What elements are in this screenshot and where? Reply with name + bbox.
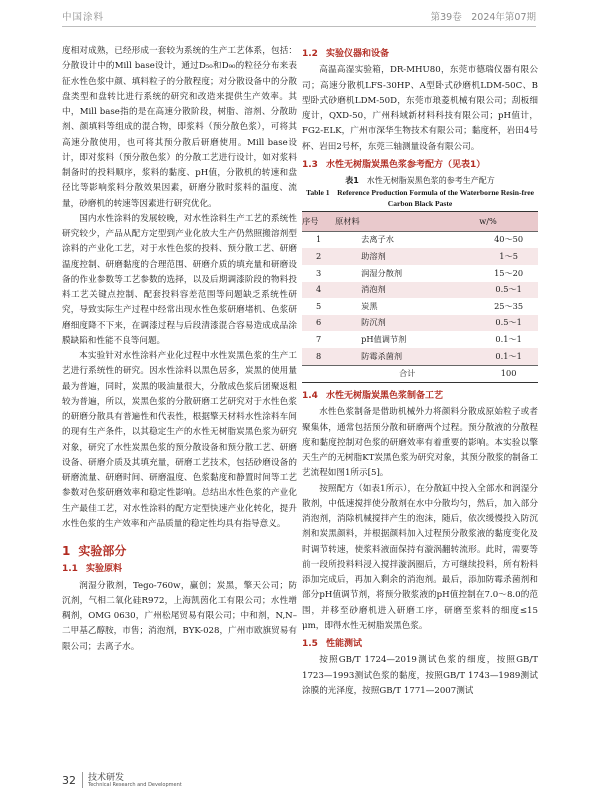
table-total-row: 合计 100 [302, 365, 538, 383]
table-header: 原材料 [335, 211, 479, 231]
footer-divider [82, 772, 83, 788]
table-header: 序号 [302, 211, 335, 231]
subsection-heading: 1.4 水性无树脂炭黑色浆制备工艺 [302, 391, 443, 402]
table-row: 6 防沉剂 0.5～1 [302, 315, 538, 332]
header-rule [62, 26, 536, 27]
paragraph: 按照配方（如表1所示），在分散缸中投入全部水和润湿分散剂，中低速搅拌使分散剂在水中分散均匀，然后，加入部分消泡剂，消除机械搅拌产生的泡沫，随后，依次缓慢投入防沉剂和炭黑颜料，并根据颜料加入过程预分散浆液的黏度变化及时调节转速，使浆料液面保持有漩涡翻转流形。此时，需要等前一段所投料料浸入搅拌漩涡圈后，方可继续投料，所有粉料添加完成后，再加入剩余的消泡剂。最后，添加防霉杀菌剂和部分pH值调节剂，将预分散浆液的pH值控制在7.0～8.0的范围，并移至砂磨机进入研磨工序，研磨至浆料的细度≤15 μm，即得水性无树脂炭黑色浆。 [302, 483, 538, 631]
table-row: 8 防霉杀菌剂 0.1～1 [302, 348, 538, 365]
paragraph: 水性色浆制备是借助机械外力将颜料分散成原始粒子或者聚集体，通常包括预分散和研磨两个过程。预分散液的分散程度和黏度控制对色浆的研磨效率有着重要的影响。本实验以擎天生产的无树脂KT炭黑色浆为研究对象，其预分散浆的制备工艺流程如图1所示[5]。 [302, 407, 538, 479]
paragraph: 润湿分散剂，Tego-760w，赢创；炭黑，擎天公司；防沉剂，气相二氧化硅R972，上海凯茵化工有限公司；水性增稠剂，OMG 0630，广州松尾贸易有限公司；中和剂，N,N–二甲基乙醇胺，市售；消泡剂，BYK-028，广州市欧旗贸易有限公司；去离子水。 [62, 580, 297, 652]
subsection-heading: 1.5 性能测试 [302, 639, 362, 650]
table-row: 4 消泡剂 0.5～1 [302, 282, 538, 299]
subsection-heading: 1.3 水性无树脂炭黑色浆参考配方（见表1） [302, 159, 486, 170]
footer-section-en: Technical Research and Development [88, 782, 182, 788]
journal-name: 中国涂料 [62, 12, 105, 23]
paragraph: 本实验针对水性涂料产业化过程中水性炭黑色浆的生产工艺进行系统性的研究。因水性涂料以黑色居多，炭黑的使用量最为普遍，同时，炭黑的吸油量很大，分散成色浆后团聚返粗较为普遍，所以，炭黑色浆的分散研磨工艺研究对于水性色浆的研磨分散具有普遍性和代表性，根据擎天材料水性涂料车间的现有生产条件，以其稳定生产的水性无树脂炭黑色浆为研究对象，研究了水性炭黑色浆的预分散设备和预分散工艺、研磨设备、研磨介质及其填充量，研磨工艺技术，包括砂磨设备的研磨流量、研磨时间、研磨温度、色浆黏度和静置时间等工艺参数对色浆研磨效率和稳定性影响。总结出水性色浆的产业化生产最佳工艺，对水性涂料的配方定型快速产业化转化，提升水性色浆的生产效率和产品质量的稳定性均具有指导意义。 [62, 351, 297, 529]
table-caption: 表1 水性无树脂炭黑色浆的参考生产配方 [345, 176, 495, 185]
right-column [302, 44, 538, 699]
table-row: 5 炭黑 25～35 [315, 300, 524, 311]
table-row: 7 pH值调节剂 0.1～1 [315, 333, 522, 344]
issue-info: 第39卷 2024年第07期 [430, 12, 536, 23]
table-caption-en: Table 1 Reference Production Formula of the Waterborne Resin-free Carbon Black Paste [305, 187, 534, 208]
footer-section: 技术研发 [88, 773, 125, 783]
table-header: w/% [479, 211, 538, 231]
subsection-heading: 1.2 实验仪器和设备 [302, 49, 389, 59]
subsection-heading: 1.1 实验原料 [62, 564, 122, 575]
paragraph: 按照GB/T 1724—2019测试色浆的细度，按照GB/T 1723—1993测试色浆的黏度，按照GB/T 1743—1989测试涂膜的光泽度，按照GB/T 1771—2007测试 [302, 655, 538, 696]
section-heading: 1 实验部分 [62, 544, 127, 558]
paragraph: 度相对成熟，已经形成一套较为系统的生产工艺体系，包括：分散设计中的Mill base设计，通过D₅₀和D₉₀的粒径分布来表征水性色浆中颜、填料粒子的分散程度；对分散设备中的分散盘类型和盘转比进行系统的研究和改造来提供生产效率。其中，Mill base指的是在高速分散阶段，树脂、溶剂、分散助剂、颜填料等组成的混合物，即浆料（预分散色浆），可将其高速分散使用，也可将其预分散后研磨使用。Mill base设计，即对浆料（预分散色浆）的分散工艺进行设计，如对浆料制备时的投料顺序，浆料的黏度、pH值，分散机的转速和盘径比等影响浆料分散效果因素，研磨分散时浆料的温度、流量，砂磨机的转速等因素进行研究优化。 [62, 46, 297, 209]
page-number: 32 [62, 774, 76, 787]
table-row: 1 去离子水 40～50 [315, 234, 524, 245]
paragraph: 国内水性涂料的发展较晚，对水性涂料生产工艺的系统性研究较少，产品从配方定型到产业化放大生产仍然照搬溶剂型涂料的产业化工艺，对于水性色浆的投料、预分散工艺、研磨温度控制、研磨黏度的合理范围、研磨介质的填充量和研磨设备的作业参数等工艺参数的选择，以及后期调漆阶段的物料投料工艺关键点控制、配套投料容差范围等问题缺乏系统性研究，导致实际生产过程中经常出现水性色浆研磨堵机、色浆研磨细度降不下来，在调漆过程与后段清漆混合容易造成成品涂膜缺陷和性能不良等问题。 [62, 213, 297, 346]
left-column [62, 44, 297, 655]
formula-table [302, 211, 538, 384]
paragraph: 高温高湿实验箱，DR-MHU80，东莞市德瑞仪器有限公司；高速分散机LFS-30HP、A型卧式砂磨机LDM-50C、B型卧式砂磨机LDM-50D，东莞市琅菱机械有限公司；刮板细度计，QXD-50，广州科域新材料科技有限公司；pH值计，FG2-ELK，广州市深华生物技术有限公司；黏度杯，岩田4号杯、岩田2号杯，东莞三轴测量设备有限公司。 [302, 65, 538, 152]
table-row: 2 助溶剂 1～5 [302, 248, 538, 265]
table-row: 3 润湿分散剂 15～20 [315, 267, 524, 278]
